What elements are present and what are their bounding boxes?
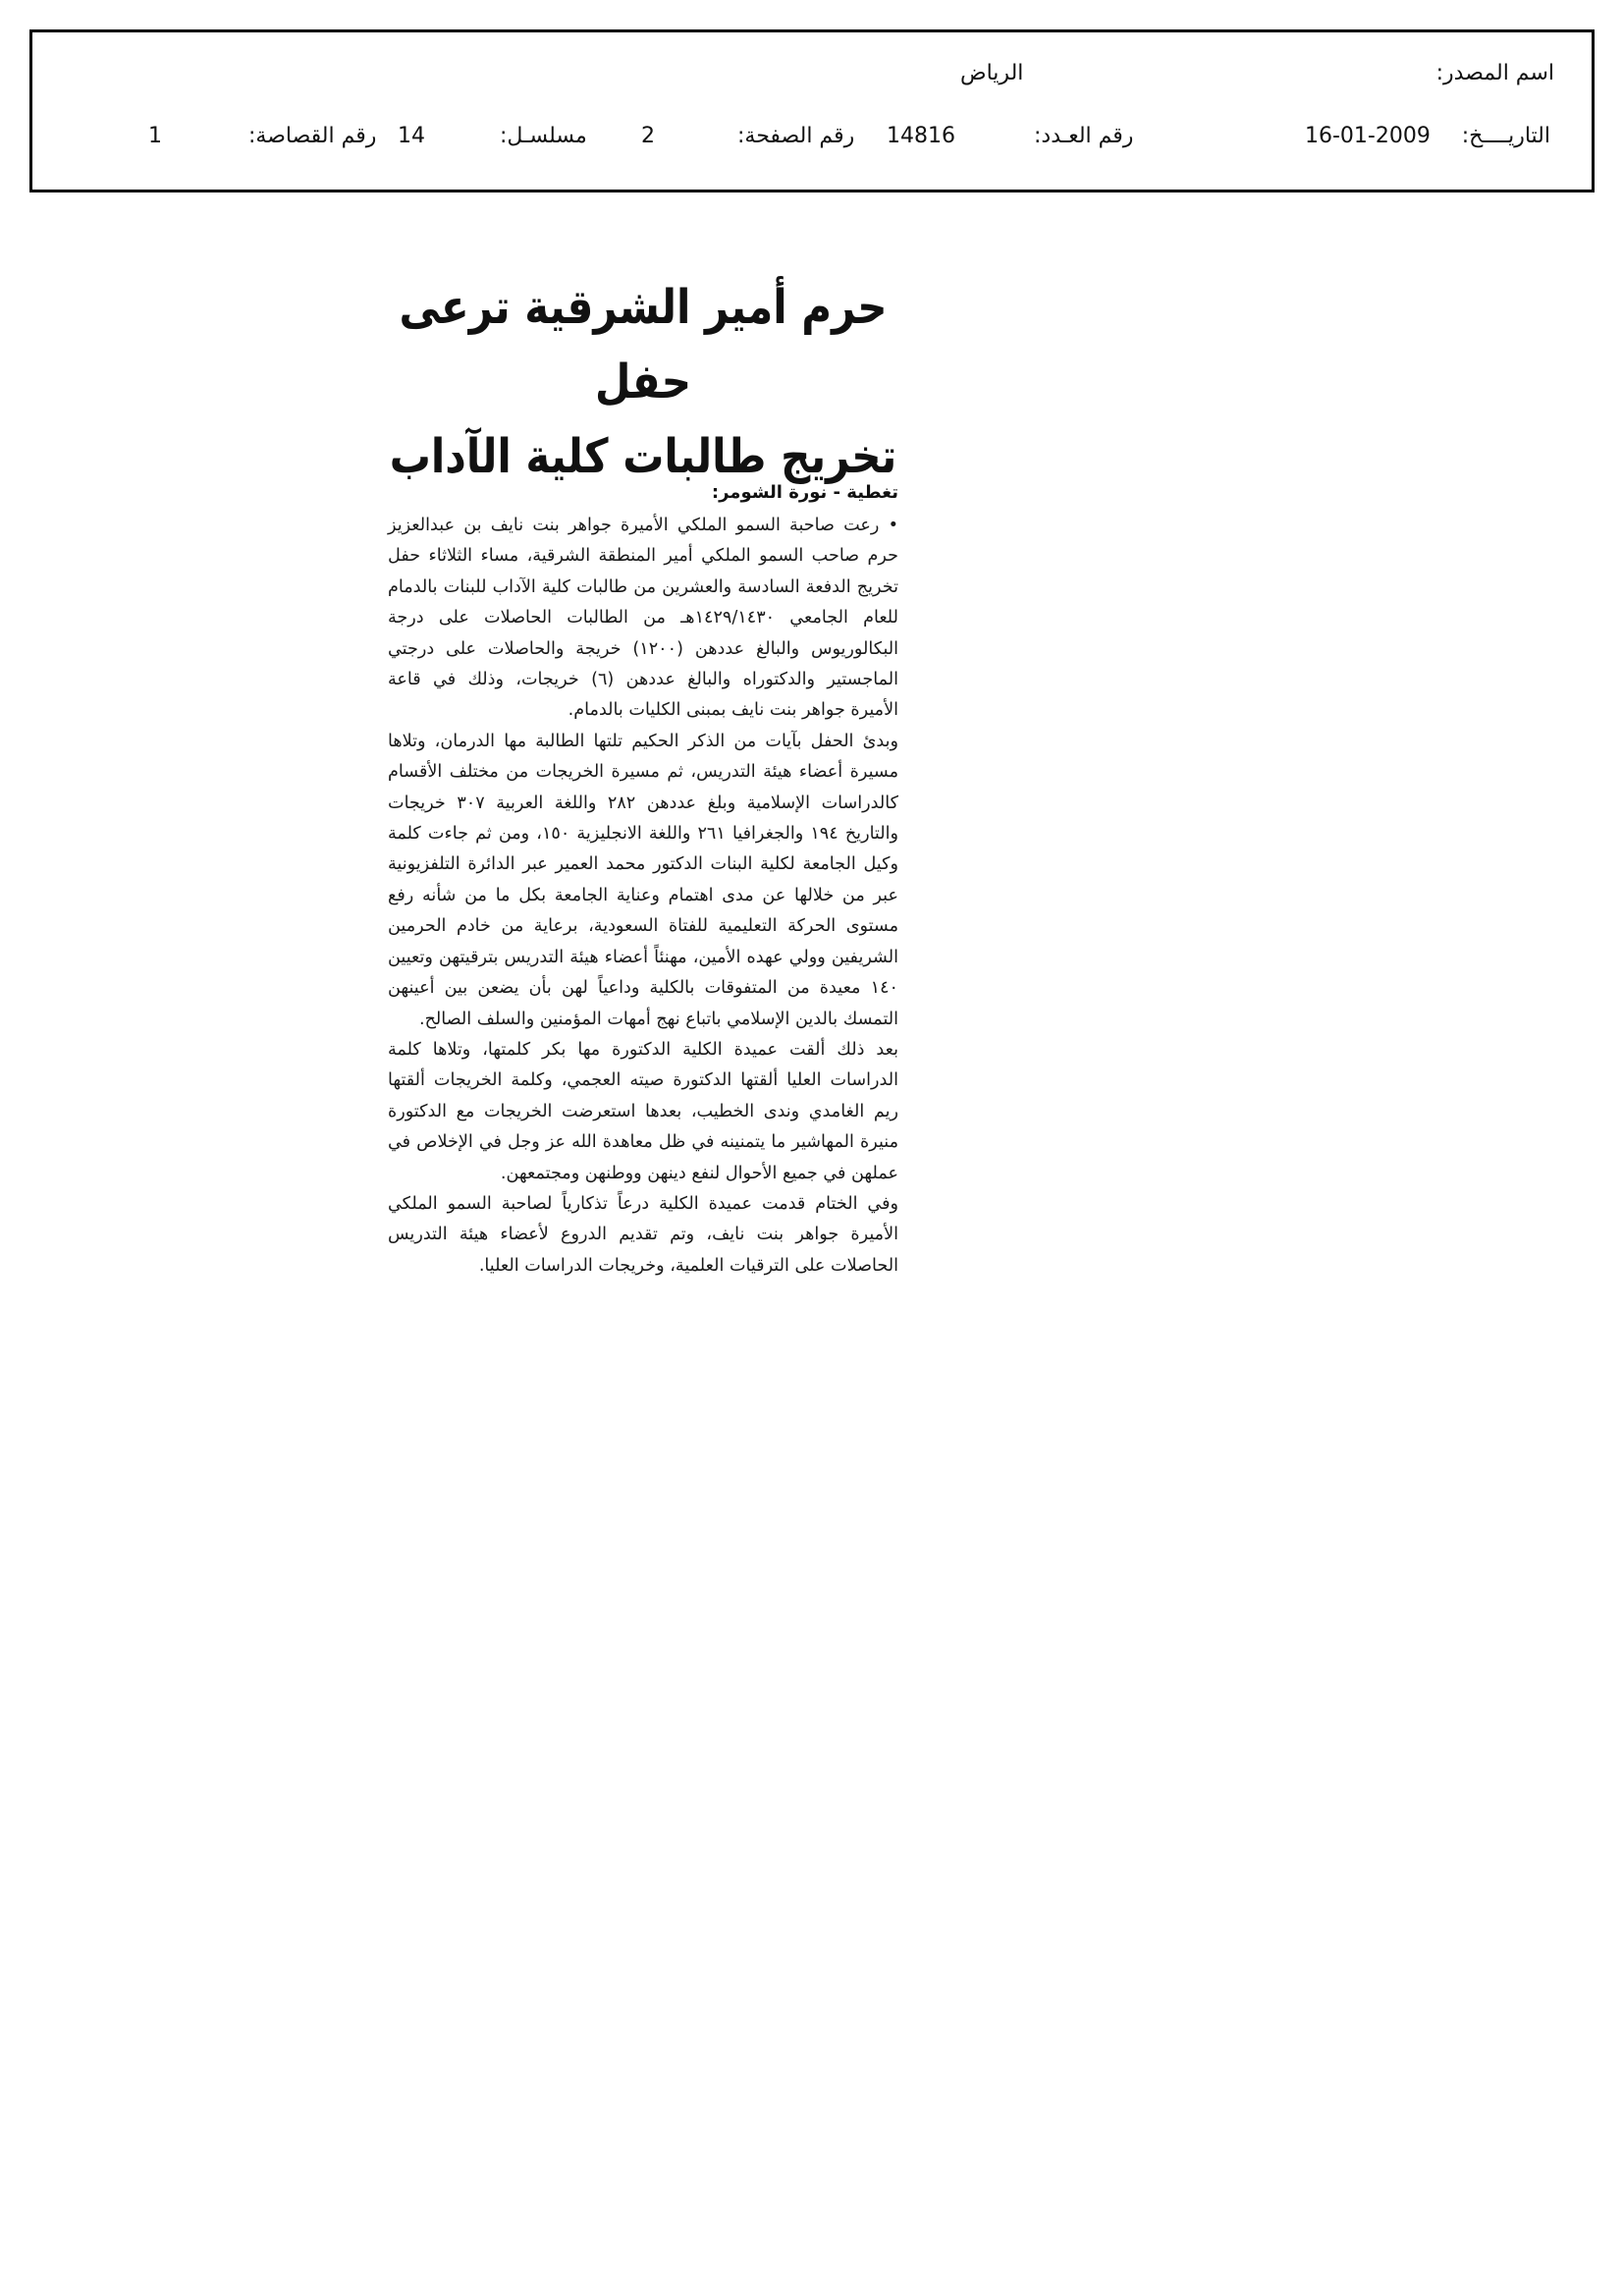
- clipping-metadata-box: [29, 29, 1595, 192]
- issue-label: رقم العـدد:: [1034, 124, 1134, 148]
- date-label: التاريــــخ:: [1461, 124, 1550, 148]
- article-paragraph: • رعت صاحبة السمو الملكي الأميرة جواهر بنت نايف بن عبدالعزيز حرم صاحب السمو الملكي أمير المنطقة الشرقية، مساء الثلاثاء حفل تخريج الدفعة السادسة والعشرين من طالبات كلية الآداب للبنات بالدمام للعام الجامعي ١٤٢٩/١٤٣٠هـ من الطالبات الحاصلات على درجة البكالوريوس والبالغ عددهن (١٢٠٠) خريجة والحاصلات على درجتي الماجستير والدكتوراه والبالغ عددهن (٦) خريجات، وذلك في قاعة الأميرة جواهر بنت نايف بمبنى الكليات بالدمام.: [388, 516, 899, 721]
- article-paragraph: وبدئ الحفل بآيات من الذكر الحكيم تلتها الطالبة مها الدرمان، وتلاها مسيرة أعضاء هيئة التدريس، ثم مسيرة الخريجات من مختلف الأقسام كالدراسات الإسلامية وبلغ عددهن ٢٨٢ واللغة العربية ٣٠٧ خريجات والتاريخ ١٩٤ والجغرافيا ٢٦١ واللغة الانجليزية ١٥٠، ومن ثم جاءت كلمة وكيل الجامعة لكلية البنات الدكتور محمد العمير عبر الدائرة التلفزيونية عبر من خلالها عن مدى اهتمام وعناية الجامعة بكل ما من شأنه رفع مستوى الحركة التعليمية للفتاة السعودية، برعاية من خادم الحرمين الشريفين وولي عهده الأمين، مهنئاً أعضاء هيئة التدريس بترقيتهن وتعيين ١٤٠ معيدة من المتفوقات بالكلية وداعياً لهن بأن يضعن بين أعينهن التمسك بالدين الإسلامي باتباع نهج أمهات المؤمنين والسلف الصالح.: [388, 731, 898, 1029]
- source-value: الرياض: [960, 61, 1024, 85]
- article-body: [388, 511, 898, 1282]
- headline-line-2: تخريج طالبات كلية الآداب: [389, 428, 897, 484]
- issue-value: 14816: [887, 124, 955, 148]
- article-paragraph: بعد ذلك ألقت عميدة الكلية الدكتورة مها بكر كلمتها، وتلاها كلمة الدراسات العليا ألقتها الدكتورة صيته العجمي، وكلمة الخريجات ألقتها ريم الغامدي وندى الخطيب، بعدها استعرضت الخريجات مع الدكتورة منيرة المهاشير ما يتمنينه في ظل معاهدة الله عز وجل في الإخلاص في عملهن في جميع الأحوال لنفع دينهن ووطنهن ومجتمعهن.: [388, 1039, 898, 1183]
- date-value: 16-01-2009: [1305, 124, 1431, 148]
- serial-value: 14: [398, 124, 425, 148]
- article-headline: [388, 270, 898, 494]
- headline-line-1: حرم أمير الشرقية ترعى حفل: [399, 279, 888, 410]
- page-value: 2: [641, 124, 655, 148]
- clipping-value: 1: [148, 124, 162, 148]
- news-clipping: [388, 270, 898, 1282]
- clipping-label: رقم القصاصة:: [248, 124, 377, 148]
- article-paragraph: وفي الختام قدمت عميدة الكلية درعاً تذكارياً لصاحبة السمو الملكي الأميرة جواهر بنت نايف، وتم تقديم الدروع لأعضاء هيئة التدريس الحاصلات على الترقيات العلمية، وخريجات الدراسات العليا.: [388, 1193, 898, 1276]
- serial-label: مسلسـل:: [500, 124, 587, 148]
- page-label: رقم الصفحة:: [737, 124, 855, 148]
- source-label: اسم المصدر:: [1435, 61, 1554, 85]
- article-byline: تغطية - نورة الشومر:: [711, 482, 898, 503]
